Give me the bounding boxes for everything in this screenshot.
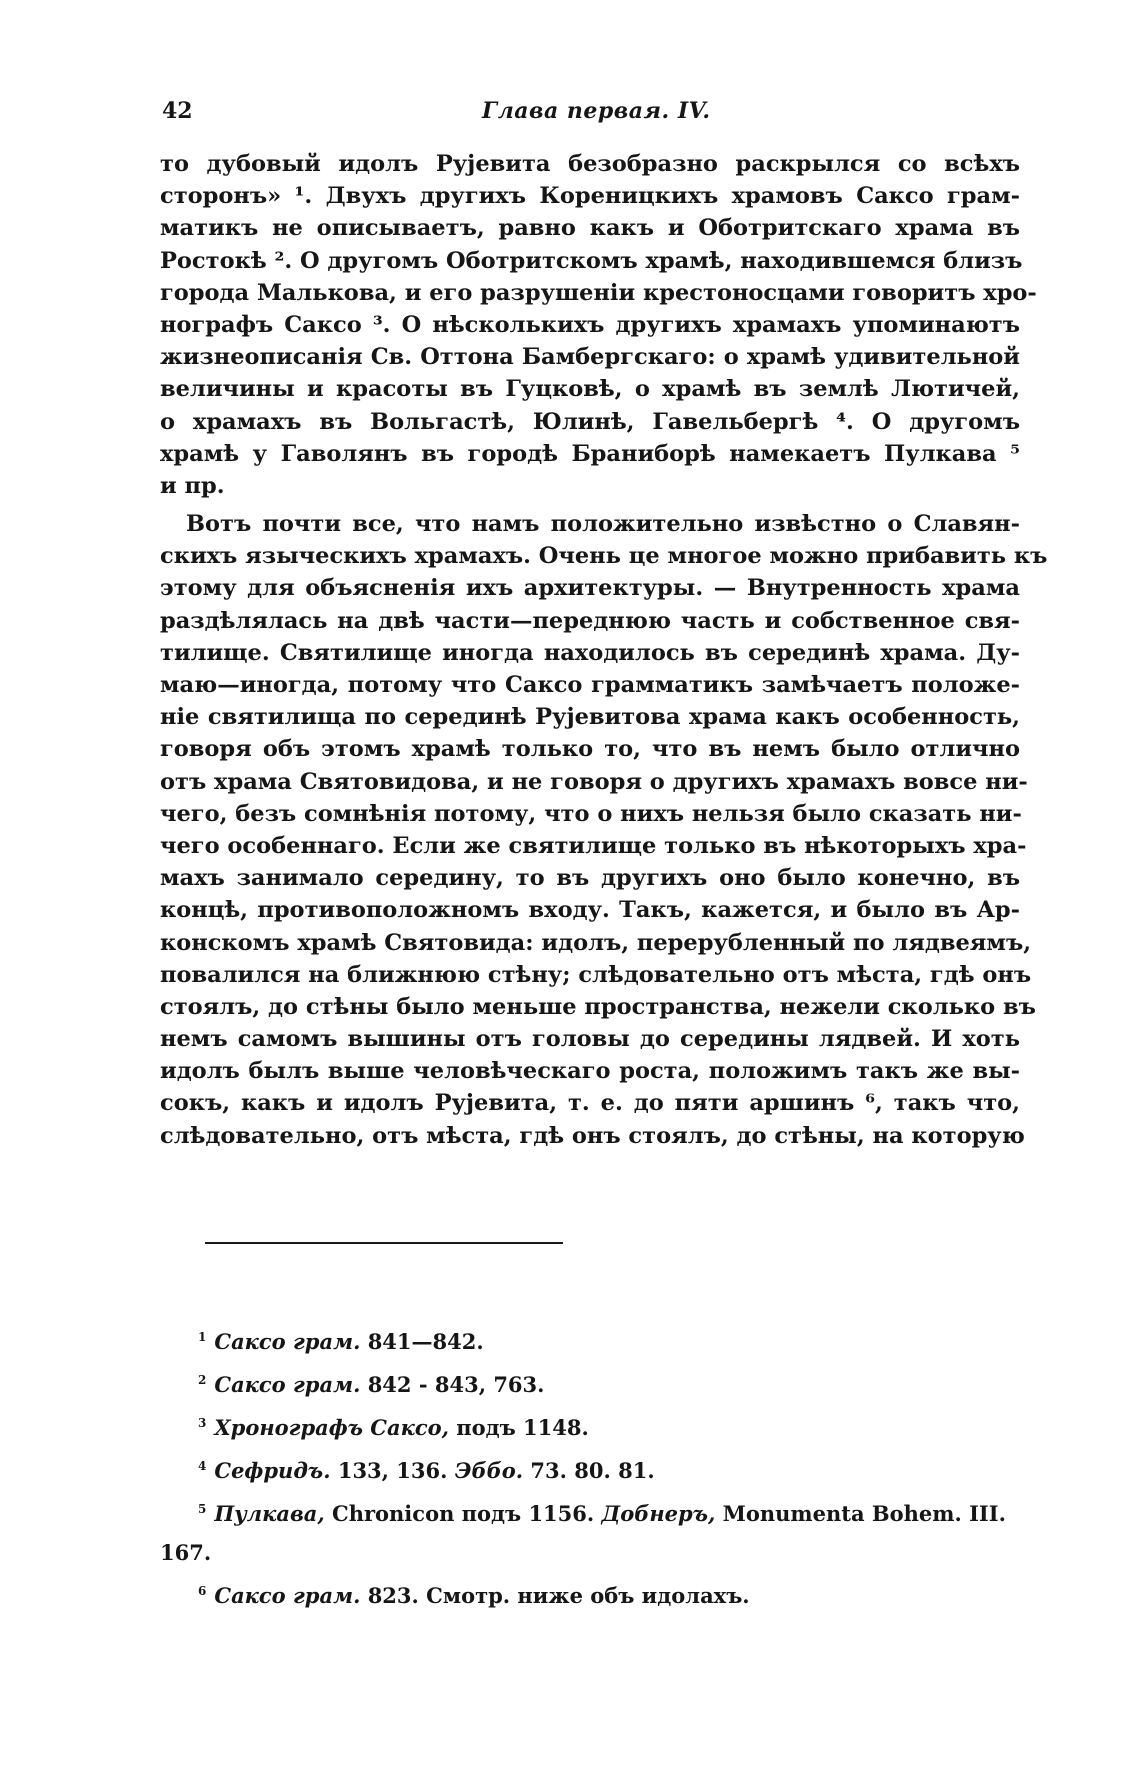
text-line: о храмахъ въ Вольгастѣ, Юлинѣ, Гавельбергѣ ⁴. О другомъ	[160, 408, 1020, 435]
footnote-source: Саксо грам.	[214, 1372, 361, 1397]
footnote-text: 841—842.	[367, 1329, 484, 1354]
text-line: этому для объясненія ихъ архитектуры. — Внутренность храма	[160, 575, 1020, 602]
footnote-source: Добнеръ,	[601, 1501, 716, 1526]
footnote-mark: 1	[198, 1330, 207, 1344]
footnote-text: 73. 80. 81.	[530, 1458, 655, 1483]
text-line: матикъ не описываетъ, равно какъ и Оботритскаго храма въ	[160, 215, 1020, 242]
text-line: ніе святилища по серединѣ Рујевитова храма какъ особенность,	[160, 704, 1020, 731]
text-line: говоря объ этомъ храмѣ только то, что въ немъ было отлично	[160, 736, 1020, 763]
text-line: повалился на ближнюю стѣну; слѣдовательно отъ мѣста, гдѣ онъ	[160, 961, 1032, 988]
text-line: сокъ, какъ и идолъ Руjевита, т. е. до пяти аршинъ ⁶, такъ что,	[160, 1090, 1020, 1117]
text-line: нографъ Саксо ³. О нѣсколькихъ другихъ храмахъ упоминаютъ	[160, 311, 1020, 338]
footnote-divider	[205, 1242, 563, 1244]
footnote-text: подъ 1148.	[456, 1415, 589, 1440]
footnote-source: Саксо грам.	[214, 1329, 361, 1354]
page-number: 42	[162, 98, 193, 124]
footnote-text: 842 - 843, 763.	[367, 1372, 545, 1397]
footnote-mark: 4	[198, 1459, 207, 1473]
text-line: идолъ былъ выше человѣческаго роста, положимъ такъ же вы-	[160, 1058, 1020, 1085]
footnote-source: Сефридъ.	[214, 1458, 331, 1483]
footnote-source: Хронографъ Саксо,	[214, 1415, 449, 1440]
footnote-text: 133, 136.	[337, 1458, 448, 1483]
text-line: тилище. Святилище иногда находилось въ серединѣ храма. Ду-	[160, 639, 1020, 666]
footnote	[160, 1447, 1020, 1490]
text-line: храмѣ у Гаволянъ въ городѣ Браниборѣ намекаетъ Пулкава ⁵	[160, 440, 1020, 467]
footnote	[160, 1572, 1020, 1615]
text-line: немъ самомъ вышины отъ головы до середины лядвей. И хоть	[160, 1026, 1020, 1053]
footnote-mark: 3	[198, 1416, 207, 1430]
footnote-mark: 6	[198, 1584, 207, 1598]
footnote-mark: 5	[198, 1502, 207, 1516]
text-line: сторонъ» ¹. Двухъ другихъ Кореницкихъ храмовъ Саксо грам-	[160, 183, 1020, 210]
footnote-source: Пулкава,	[214, 1501, 325, 1526]
text-line: слѣдовательно, отъ мѣста, гдѣ онъ стоялъ, до стѣны, на которую	[160, 1122, 1025, 1149]
footnote	[160, 1490, 1020, 1533]
text-line: концѣ, противоположномъ входу. Такъ, кажется, и было въ Ар-	[160, 897, 1020, 924]
footnote	[160, 1404, 1020, 1447]
text-line: конскомъ храмѣ Святовида: идолъ, перерубленный по лядвеямъ,	[160, 929, 1032, 956]
footnote	[160, 1361, 1020, 1404]
text-line: Ростокѣ ². О другомъ Оботритскомъ храмѣ, находившемся близъ	[160, 247, 1023, 274]
text-line: Вотъ почти все, что намъ положительно извѣстно о Славян-	[186, 511, 1020, 538]
footnote-source: Эббо.	[454, 1458, 524, 1483]
text-line: отъ храма Святовидова, и не говоря о другихъ храмахъ вовсе ни-	[160, 768, 1028, 795]
footnote-text: Monumenta Bohem. III.	[722, 1501, 1006, 1526]
text-line: жизнеописанія Св. Оттона Бамбергскаго: о храмѣ удивительной	[160, 344, 1020, 371]
footnote-text: 823. Смотр. ниже объ идолахъ.	[367, 1583, 750, 1608]
text-line: скихъ языческихъ храмахъ. Очень це многое можно прибавить къ	[160, 543, 1048, 570]
text-line: то дубовый идолъ Рујевита безобразно раскрылся со всѣхъ	[160, 151, 1020, 177]
footnote-continuation: 167.	[160, 1540, 212, 1565]
text-line: и пр.	[160, 472, 225, 499]
text-line: чего особеннаго. Если же святилище только въ нѣкоторыхъ хра-	[160, 832, 1027, 859]
page-header	[162, 88, 1010, 132]
footnotes	[160, 1318, 1020, 1615]
text-line: города Малькова, и его разрушеніи крестоносцами говоритъ хро-	[160, 279, 1037, 306]
text-line: стоялъ, до стѣны было меньше пространства, нежели сколько въ	[160, 993, 1036, 1020]
body-text	[160, 148, 1048, 1152]
footnote-text: Chronicon подъ 1156.	[331, 1501, 595, 1526]
text-line: махъ занимало середину, то въ другихъ оно было конечно, въ	[160, 865, 1020, 892]
footnote-source: Саксо грам.	[214, 1583, 361, 1608]
text-line: раздѣлялась на двѣ части—переднюю часть и собственное свя-	[160, 607, 1020, 634]
text-line: величины и красоты въ Гуцковѣ, о храмѣ въ землѣ Лютичей,	[160, 376, 1020, 403]
footnote	[160, 1318, 1020, 1361]
footnote-mark: 2	[198, 1373, 207, 1387]
text-line: маю—иногда, потому что Саксо грамматикъ замѣчаетъ положе-	[160, 672, 1020, 698]
text-line: чего, безъ сомнѣнія потому, что о нихъ нельзя было сказать ни-	[160, 800, 1022, 827]
running-title: Глава первая. IV.	[482, 98, 711, 124]
